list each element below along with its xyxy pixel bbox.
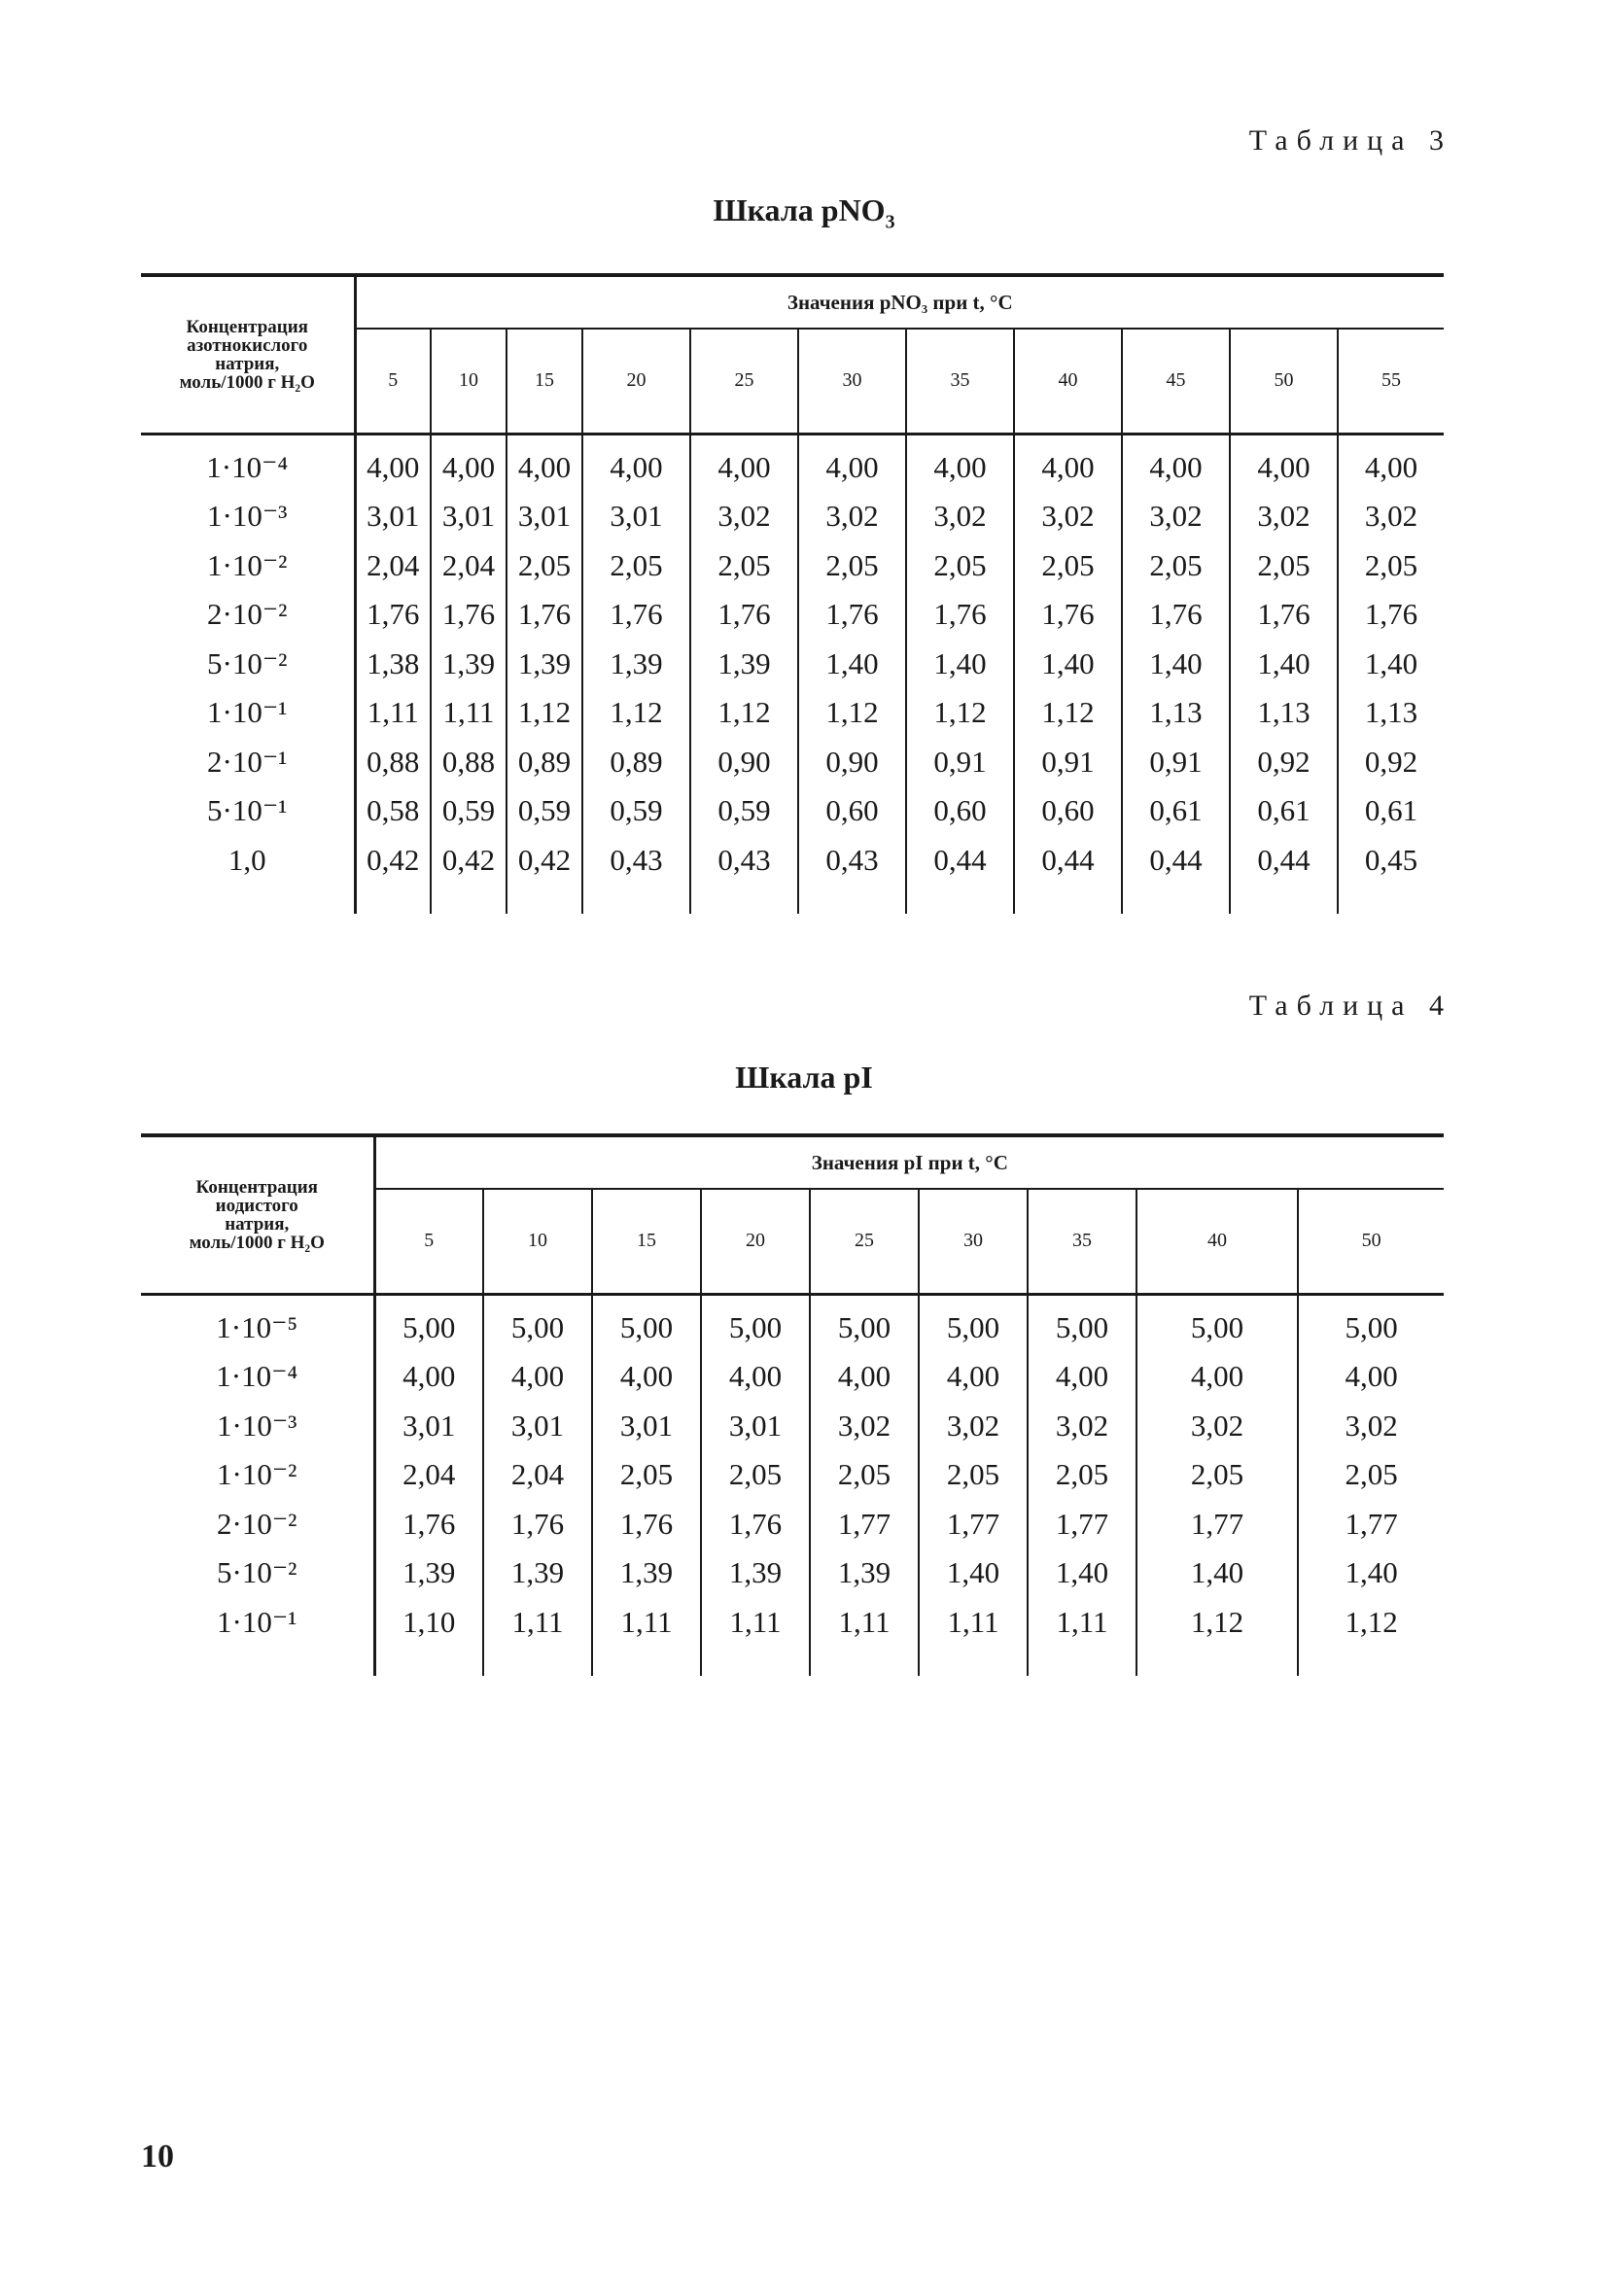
table-cell: 4,00 xyxy=(1122,434,1230,492)
table-cell: 1,39 xyxy=(402,1555,456,1590)
row-label: 1·10⁻¹ xyxy=(141,688,355,738)
table-cell: 3,01 xyxy=(483,1402,592,1451)
table-cell: 3,01 xyxy=(431,492,507,541)
table-cell: 5,00 xyxy=(701,1294,810,1352)
table-cell: 1,77 xyxy=(810,1500,919,1549)
table-cell: 1,11 xyxy=(483,1598,592,1648)
column-header: 40 xyxy=(1136,1189,1298,1294)
table-cell: 0,58 xyxy=(367,793,420,828)
table3-title-text: Шкала pNO xyxy=(713,192,886,227)
table-cell: 3,02 xyxy=(810,1402,919,1451)
table-cell: 5,00 xyxy=(592,1294,701,1352)
table-cell: 1,39 xyxy=(690,640,798,689)
table-cell: 1,76 xyxy=(483,1500,592,1549)
table-cell: 4,00 xyxy=(690,434,798,492)
table-cell: 0,60 xyxy=(1014,786,1122,836)
table-cell: 4,00 xyxy=(431,434,507,492)
row-label: 1·10⁻² xyxy=(141,1450,374,1500)
table-cell: 1,77 xyxy=(1028,1500,1136,1549)
column-header: 35 xyxy=(906,329,1014,434)
table-cell: 1,13 xyxy=(1230,688,1338,738)
table-cell: 2,05 xyxy=(690,541,798,591)
row-header-line: натрия, xyxy=(225,1213,290,1235)
table-cell: 1,77 xyxy=(1298,1500,1444,1549)
table-cell: 1,39 xyxy=(701,1548,810,1598)
table-cell: 0,59 xyxy=(690,786,798,836)
table-cell: 3,02 xyxy=(906,492,1014,541)
table-cell: 2,05 xyxy=(592,1450,701,1500)
table4-label: Таблица 4 xyxy=(1248,990,1452,1022)
table-cell: 0,92 xyxy=(1230,738,1338,787)
table-cell: 0,42 xyxy=(507,836,582,886)
table-cell: 4,00 xyxy=(1230,434,1338,492)
table-cell: 4,00 xyxy=(483,1352,592,1402)
table-cell: 4,00 xyxy=(798,434,906,492)
spacer-row xyxy=(141,1647,1444,1676)
row-label: 1·10⁻³ xyxy=(141,1402,374,1451)
table-cell: 3,01 xyxy=(701,1402,810,1451)
table-cell: 2,05 xyxy=(1122,541,1230,591)
row-header-line: натрия, xyxy=(215,353,280,374)
table-cell: 0,59 xyxy=(582,786,690,836)
table-cell: 2,05 xyxy=(1298,1450,1444,1500)
table-cell: 1,76 xyxy=(1014,590,1122,640)
table-cell: 4,00 xyxy=(367,449,420,484)
table-cell: 0,44 xyxy=(1122,836,1230,886)
table-cell: 0,42 xyxy=(367,842,420,877)
row-label: 2·10⁻² xyxy=(141,1500,374,1549)
table-cell: 1,12 xyxy=(906,688,1014,738)
table-cell: 0,59 xyxy=(507,786,582,836)
table3-title xyxy=(0,192,1608,233)
table-row xyxy=(141,688,1444,738)
table-row xyxy=(141,492,1444,541)
table-cell: 2,05 xyxy=(798,541,906,591)
column-header: 25 xyxy=(810,1189,919,1294)
column-header: 5 xyxy=(388,369,399,392)
table-cell: 3,02 xyxy=(690,492,798,541)
row-label: 1,0 xyxy=(141,836,355,886)
table-cell: 5,00 xyxy=(1136,1294,1298,1352)
table-cell: 2,05 xyxy=(507,541,582,591)
row-header-line: моль/1000 г H₂O xyxy=(179,371,315,393)
table-cell: 0,42 xyxy=(431,836,507,886)
column-header: 15 xyxy=(507,329,582,434)
table-cell: 1,40 xyxy=(1298,1548,1444,1598)
table-cell: 1,11 xyxy=(367,695,419,730)
table-cell: 1,40 xyxy=(1014,640,1122,689)
column-header: 30 xyxy=(798,329,906,434)
table3-group-header: Значения pNO₃ при t, °C xyxy=(355,275,1444,329)
column-header: 20 xyxy=(701,1189,810,1294)
table-cell: 3,01 xyxy=(367,499,420,534)
table-cell: 1,40 xyxy=(1122,640,1230,689)
row-label: 1·10⁻⁴ xyxy=(141,1352,374,1402)
table-row xyxy=(141,738,1444,787)
table-row xyxy=(141,1352,1444,1402)
table-row xyxy=(141,1294,1444,1352)
table-cell: 0,89 xyxy=(507,738,582,787)
row-label: 1·10⁻² xyxy=(141,541,355,591)
table-cell: 3,01 xyxy=(507,492,582,541)
table-cell: 0,90 xyxy=(798,738,906,787)
row-label: 1·10⁻⁵ xyxy=(141,1294,374,1352)
table-cell: 0,43 xyxy=(582,836,690,886)
column-header: 10 xyxy=(431,329,507,434)
table-cell: 2,05 xyxy=(701,1450,810,1500)
table-cell: 0,91 xyxy=(1014,738,1122,787)
table-cell: 3,02 xyxy=(1298,1402,1444,1451)
table4-row-header xyxy=(141,1135,374,1294)
table-cell: 4,00 xyxy=(701,1352,810,1402)
spacer-row xyxy=(141,885,1444,914)
table-cell: 5,00 xyxy=(1298,1294,1444,1352)
column-header: 10 xyxy=(483,1189,592,1294)
table-cell: 1,77 xyxy=(919,1500,1028,1549)
table-cell: 1,76 xyxy=(431,590,507,640)
table-cell: 1,77 xyxy=(1136,1500,1298,1549)
table-cell: 1,12 xyxy=(507,688,582,738)
table-cell: 3,02 xyxy=(919,1402,1028,1451)
table-cell: 4,00 xyxy=(592,1352,701,1402)
table-cell: 1,11 xyxy=(592,1598,701,1648)
row-header-line: азотнокислого xyxy=(187,334,308,356)
table-cell: 5,00 xyxy=(810,1294,919,1352)
table-cell: 2,04 xyxy=(367,547,420,582)
table-cell: 0,43 xyxy=(798,836,906,886)
table-cell: 0,92 xyxy=(1338,738,1444,787)
table-cell: 1,76 xyxy=(592,1500,701,1549)
table-cell: 2,05 xyxy=(810,1450,919,1500)
table-cell: 1,12 xyxy=(690,688,798,738)
table-row xyxy=(141,1450,1444,1500)
table-cell: 3,01 xyxy=(592,1402,701,1451)
table-cell: 4,00 xyxy=(507,434,582,492)
table-cell: 2,05 xyxy=(1230,541,1338,591)
table-cell: 1,40 xyxy=(919,1548,1028,1598)
table-cell: 1,11 xyxy=(701,1598,810,1648)
table-cell: 0,44 xyxy=(1014,836,1122,886)
column-header: 35 xyxy=(1028,1189,1136,1294)
table-cell: 1,11 xyxy=(431,688,507,738)
table-cell: 2,04 xyxy=(483,1450,592,1500)
table-cell: 2,05 xyxy=(919,1450,1028,1500)
table-cell: 1,76 xyxy=(402,1506,456,1541)
table-cell: 3,02 xyxy=(1136,1402,1298,1451)
column-header: 5 xyxy=(424,1230,435,1252)
column-header: 30 xyxy=(919,1189,1028,1294)
table-cell: 5,00 xyxy=(483,1294,592,1352)
table-cell: 5,00 xyxy=(919,1294,1028,1352)
table-cell: 1,76 xyxy=(1230,590,1338,640)
table-row xyxy=(141,1598,1444,1648)
table-cell: 1,13 xyxy=(1338,688,1444,738)
table-cell: 0,43 xyxy=(690,836,798,886)
table-cell: 0,61 xyxy=(1122,786,1230,836)
table3-label: Таблица 3 xyxy=(1248,124,1452,157)
table3 xyxy=(141,273,1444,914)
column-header: 20 xyxy=(582,329,690,434)
table-cell: 1,40 xyxy=(1136,1548,1298,1598)
table-cell: 0,59 xyxy=(431,786,507,836)
table-cell: 0,88 xyxy=(431,738,507,787)
table-cell: 3,02 xyxy=(1338,492,1444,541)
table-cell: 4,00 xyxy=(906,434,1014,492)
table-row xyxy=(141,1402,1444,1451)
table-cell: 1,76 xyxy=(367,597,420,632)
table-row xyxy=(141,434,1444,492)
table-cell: 1,11 xyxy=(1028,1598,1136,1648)
table-cell: 1,11 xyxy=(919,1598,1028,1648)
table-cell: 1,13 xyxy=(1122,688,1230,738)
table-cell: 0,60 xyxy=(906,786,1014,836)
table-cell: 1,12 xyxy=(1014,688,1122,738)
table-cell: 4,00 xyxy=(582,434,690,492)
row-label: 2·10⁻² xyxy=(141,590,355,640)
table4-title: Шкала pI xyxy=(735,1060,873,1095)
table-cell: 1,76 xyxy=(690,590,798,640)
table-cell: 1,11 xyxy=(810,1598,919,1648)
table-row xyxy=(141,1548,1444,1598)
table-cell: 0,88 xyxy=(367,744,420,779)
table-cell: 4,00 xyxy=(810,1352,919,1402)
row-label: 1·10⁻³ xyxy=(141,492,355,541)
row-label: 5·10⁻² xyxy=(141,640,355,689)
table-cell: 0,89 xyxy=(582,738,690,787)
row-label: 1·10⁻⁴ xyxy=(141,434,355,492)
table-cell: 4,00 xyxy=(402,1359,456,1394)
table-cell: 2,05 xyxy=(906,541,1014,591)
table-cell: 3,02 xyxy=(798,492,906,541)
table-cell: 1,38 xyxy=(367,645,420,680)
table-cell: 5,00 xyxy=(1028,1294,1136,1352)
table-row xyxy=(141,541,1444,591)
table-cell: 4,00 xyxy=(1014,434,1122,492)
table-cell: 1,76 xyxy=(798,590,906,640)
table-cell: 4,00 xyxy=(1338,434,1444,492)
table-cell: 5,00 xyxy=(402,1309,456,1344)
table-cell: 4,00 xyxy=(1298,1352,1444,1402)
table-cell: 1,39 xyxy=(582,640,690,689)
row-header-line: Концентрация xyxy=(195,1176,318,1198)
table-row xyxy=(141,590,1444,640)
table-cell: 1,12 xyxy=(1298,1598,1444,1648)
table-cell: 1,40 xyxy=(906,640,1014,689)
table-cell: 2,05 xyxy=(1028,1450,1136,1500)
table-cell: 3,02 xyxy=(1028,1402,1136,1451)
table4-group-header: Значения pI при t, °C xyxy=(374,1135,1444,1189)
column-header: 50 xyxy=(1298,1189,1444,1294)
table-cell: 4,00 xyxy=(919,1352,1028,1402)
table-cell: 1,39 xyxy=(431,640,507,689)
table-cell: 4,00 xyxy=(1028,1352,1136,1402)
table-cell: 0,61 xyxy=(1338,786,1444,836)
table-cell: 0,45 xyxy=(1338,836,1444,886)
row-label: 1·10⁻¹ xyxy=(141,1598,374,1648)
column-header: 15 xyxy=(592,1189,701,1294)
table-cell: 4,00 xyxy=(1136,1352,1298,1402)
row-label: 5·10⁻¹ xyxy=(141,786,355,836)
table-cell: 1,76 xyxy=(582,590,690,640)
table-cell: 0,44 xyxy=(906,836,1014,886)
table-cell: 1,10 xyxy=(402,1604,456,1639)
table-cell: 2,05 xyxy=(1014,541,1122,591)
column-header: 40 xyxy=(1014,329,1122,434)
table-cell: 3,02 xyxy=(1230,492,1338,541)
table-cell: 1,12 xyxy=(1136,1598,1298,1648)
table-cell: 3,01 xyxy=(582,492,690,541)
row-header-line: моль/1000 г H₂O xyxy=(189,1232,325,1253)
column-header: 55 xyxy=(1338,329,1444,434)
table-cell: 1,12 xyxy=(582,688,690,738)
table-row xyxy=(141,786,1444,836)
table-cell: 1,40 xyxy=(1028,1548,1136,1598)
table3-title-subscript: 3 xyxy=(885,211,895,233)
table-cell: 1,39 xyxy=(483,1548,592,1598)
table-cell: 1,76 xyxy=(507,590,582,640)
row-label: 5·10⁻² xyxy=(141,1548,374,1598)
table-cell: 3,02 xyxy=(1014,492,1122,541)
table-cell: 1,76 xyxy=(1338,590,1444,640)
column-header: 25 xyxy=(690,329,798,434)
table-cell: 0,91 xyxy=(906,738,1014,787)
table-cell: 1,40 xyxy=(1230,640,1338,689)
table-cell: 1,40 xyxy=(798,640,906,689)
table-cell: 1,40 xyxy=(1338,640,1444,689)
table-cell: 1,39 xyxy=(810,1548,919,1598)
table-row xyxy=(141,640,1444,689)
table-cell: 2,05 xyxy=(1136,1450,1298,1500)
table3-row-header xyxy=(141,275,355,434)
column-header: 45 xyxy=(1122,329,1230,434)
table-row xyxy=(141,1500,1444,1549)
table-row xyxy=(141,836,1444,886)
table-cell: 2,04 xyxy=(431,541,507,591)
table-cell: 0,60 xyxy=(798,786,906,836)
table-cell: 1,76 xyxy=(701,1500,810,1549)
page-number: 10 xyxy=(141,2139,174,2174)
row-header-line: иодистого xyxy=(215,1195,298,1216)
row-label: 2·10⁻¹ xyxy=(141,738,355,787)
table4 xyxy=(141,1133,1444,1676)
table-cell: 3,01 xyxy=(402,1408,456,1443)
table-cell: 3,02 xyxy=(1122,492,1230,541)
table-cell: 1,39 xyxy=(507,640,582,689)
table-cell: 2,04 xyxy=(402,1457,456,1492)
column-header: 50 xyxy=(1230,329,1338,434)
table-cell: 1,39 xyxy=(592,1548,701,1598)
table-cell: 0,90 xyxy=(690,738,798,787)
table-cell: 2,05 xyxy=(1338,541,1444,591)
table-cell: 0,61 xyxy=(1230,786,1338,836)
table-cell: 1,76 xyxy=(1122,590,1230,640)
table-cell: 0,44 xyxy=(1230,836,1338,886)
table-cell: 0,91 xyxy=(1122,738,1230,787)
table-cell: 1,76 xyxy=(906,590,1014,640)
table-cell: 2,05 xyxy=(582,541,690,591)
table-cell: 1,12 xyxy=(798,688,906,738)
row-header-line: Концентрация xyxy=(186,316,308,337)
